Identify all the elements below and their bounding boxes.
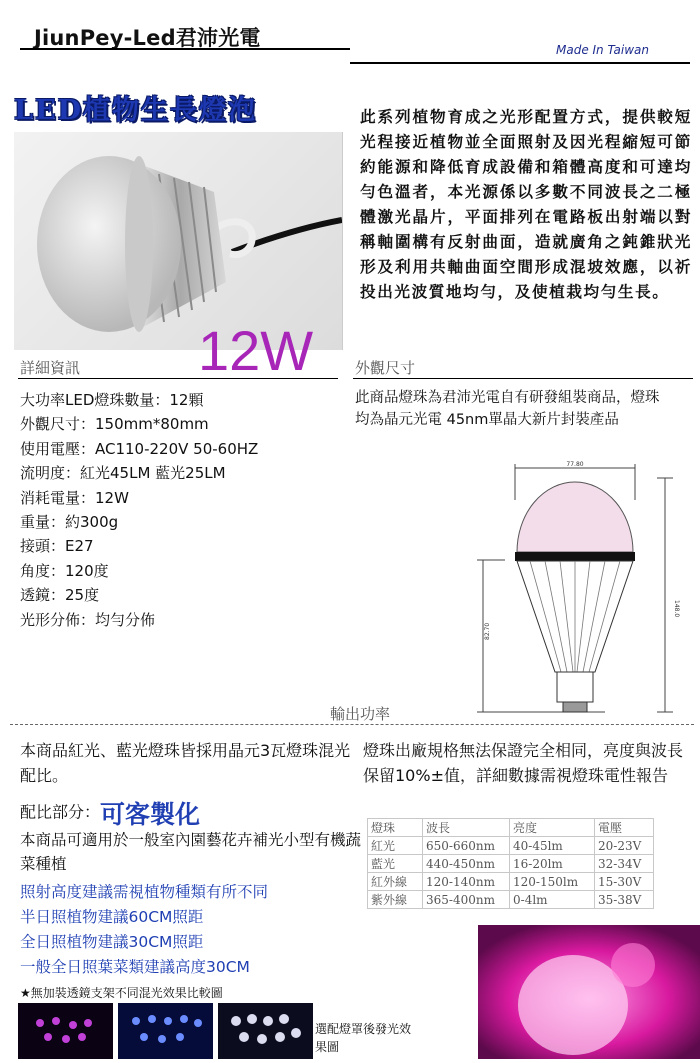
table-cell: 紅光 xyxy=(368,837,423,855)
section-divider xyxy=(353,378,693,379)
table-row xyxy=(368,891,654,909)
spec-list xyxy=(20,388,258,632)
spec-item: 流明度：紅光45LM 藍光25LM xyxy=(20,464,226,483)
dimension-diagram xyxy=(475,460,685,718)
ratio-value: 可客製化 xyxy=(100,800,201,829)
component-note: 此商品燈珠為君沛光電自有研發組裝商品，燈珠均為晶元光電 45nm單晶大新片封裝產品 xyxy=(355,390,660,428)
product-title: LED植物生長燈泡 xyxy=(14,95,257,126)
spec-item: 光形分佈：均勻分佈 xyxy=(20,610,156,629)
spec-item: 消耗電量：12W xyxy=(20,488,129,507)
table-cell: 0-4lm xyxy=(510,891,595,909)
section-output-heading: 輸出功率 xyxy=(330,705,391,723)
section-divider xyxy=(10,724,694,725)
recommendation-line: 半日照植物建議60CM照距 xyxy=(20,908,204,926)
diagram-width-label: 77.80 xyxy=(566,461,584,468)
table-row xyxy=(368,855,654,873)
table-cell: 20-23V xyxy=(595,837,654,855)
ratio-label: 配比部分： xyxy=(20,802,101,822)
table-header: 電壓 xyxy=(595,819,654,837)
table-cell: 32-34V xyxy=(595,855,654,873)
header-divider-right xyxy=(350,62,690,64)
table-cell: 365-400nm xyxy=(423,891,510,909)
section-dimensions-heading: 外觀尺寸 xyxy=(355,359,416,377)
mix-effect-photo xyxy=(118,1003,213,1059)
table-cell: 120-140nm xyxy=(423,873,510,891)
table-header: 亮度 xyxy=(510,819,595,837)
table-cell: 650-660nm xyxy=(423,837,510,855)
spec-item: 大功率LED燈珠數量：12顆 xyxy=(20,391,204,409)
lamp-glow-photo xyxy=(478,925,700,1059)
spec-disclaimer: 燈珠出廠規格無法保證完全相同，亮度與波長保留10%±值，詳細數據需視燈珠電性報告 xyxy=(363,741,684,785)
effect-caption: 選配燈罩後發光效果圖 xyxy=(315,1022,412,1054)
diagram-side-label: 82.70 xyxy=(484,622,491,640)
table-cell: 紫外線 xyxy=(368,891,423,909)
table-cell: 紅外線 xyxy=(368,873,423,891)
spec-item: 角度：120度 xyxy=(20,561,109,580)
table-cell: 16-20lm xyxy=(510,855,595,873)
mix-description: 本商品紅光、藍光燈珠皆採用晶元3瓦燈珠混光配比。 xyxy=(20,741,351,785)
wattage-label: 12W xyxy=(198,319,314,382)
table-header-row xyxy=(368,819,654,837)
mix-effect-photo xyxy=(18,1003,113,1059)
header-divider xyxy=(20,48,350,50)
table-header: 波長 xyxy=(423,819,510,837)
recommendation-line: 全日照植物建議30CM照距 xyxy=(20,933,204,951)
table-row xyxy=(368,837,654,855)
table-cell: 35-38V xyxy=(595,891,654,909)
table-header: 燈珠 xyxy=(368,819,423,837)
table-cell: 藍光 xyxy=(368,855,423,873)
mix-effect-photo xyxy=(218,1003,313,1059)
recommendation-line: 照射高度建議需視植物種類有所不同 xyxy=(20,883,269,901)
spec-item: 外觀尺寸：150mm*80mm xyxy=(20,415,209,434)
recommendation-line: 一般全日照葉菜類建議高度30CM xyxy=(20,958,250,976)
spec-item: 重量：約300g xyxy=(20,513,119,532)
brand-name: JiunPey-Led君沛光電 xyxy=(34,26,261,50)
table-row xyxy=(368,873,654,891)
table-cell: 15-30V xyxy=(595,873,654,891)
product-description: 此系列植物育成之光形配置方式，提供較短光程接近植物並全面照射及因光程縮短可節約能源和降低育成設備和箱體高度和可達均勻色溫者，本光源係以多數不同波長之二極體激光晶片，平面排列在電路板出射端以對稱軸圍構有反射曲面，造就廣角之鈍錐狀光形及利用共軸曲面空間形成混坡效應，以祈投出光波質地均勻，及使植栽均勻生長。 xyxy=(360,107,692,301)
spec-item: 接頭：E27 xyxy=(20,537,94,556)
section-detail-heading: 詳細資訊 xyxy=(20,359,81,377)
ratio-line xyxy=(20,795,200,831)
spec-item: 使用電壓：AC110-220V 50-60HZ xyxy=(20,439,259,458)
made-in-label: Made In Taiwan xyxy=(556,43,650,57)
table-cell: 40-45lm xyxy=(510,837,595,855)
comparison-note: ★無加裝透鏡支架不同混光效果比較圖 xyxy=(20,986,223,1000)
diagram-height-label: 148.0 xyxy=(673,600,680,618)
section-divider xyxy=(18,378,338,379)
led-spec-table xyxy=(367,818,654,909)
spec-item: 透鏡：25度 xyxy=(20,586,100,605)
table-cell: 440-450nm xyxy=(423,855,510,873)
table-cell: 120-150lm xyxy=(510,873,595,891)
usage-description: 本商品可適用於一般室內園藝花卉補光小型有機蔬菜種植 xyxy=(20,831,362,873)
